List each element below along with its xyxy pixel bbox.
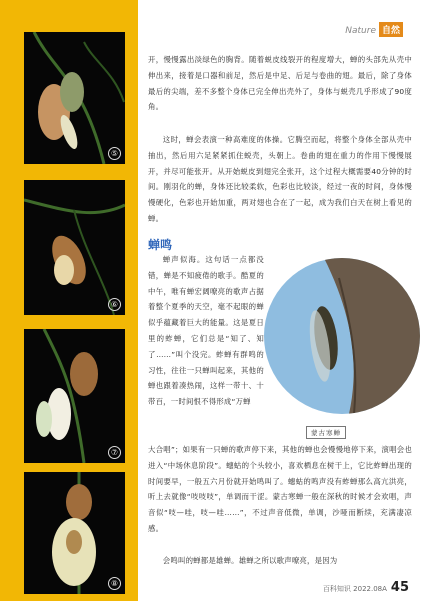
photo-number-5: ⑤ — [108, 147, 121, 160]
photo-number-7: ⑦ — [108, 446, 121, 459]
header-label: Nature — [345, 26, 376, 36]
photo-column — [14, 0, 138, 601]
paragraph-2: 这时，蝉会表演一种高难度的体操。它腾空而起，将整个身体全部从壳中抽出，然后用六足紧紧抓住蜕壳，头朝上。卷曲的翅在重力的作用下慢慢展开，并尽可能张开。从开始蜕皮到翅完全张开，这个过程大概需要40分钟的时间。刚羽化的蝉，身体还比较柔软，色彩也比较淡，经过一夜的时间，身体慢慢硬化，色彩也开始加重，两对翅也合在了一起，成为我们白天在树上看见的蝉。 — [148, 135, 412, 223]
paragraph-3a: 蝉声似海。这句话一点都没错，蝉是不知疲倦的歌手。酷夏的中午，唯有蝉宏阔嘹亮的歌声占据着整个夏季的天空，毫不起眼的蝉似乎蕴藏着巨大的能量。这是夏日里的蚱蝉，它们总是“知了、知了……”叫个没完。蚱蝉有群鸣的习性，往往一只蝉叫起来，其他的蝉也跟着凑热闹，这样一带十、十带百，一时间恨不得形成“万蝉 — [148, 255, 264, 407]
paragraph-3b: 大合唱”；如果有一只蝉的歌声停下来，其他的蝉也会慢慢地停下来，演唱会也进入“中场休息阶段”。蟪蛄的个头较小，喜欢栖息在树干上，它比蚱蝉出现的时间要早，一般五六月份就开始鸣叫了。蟪蛄的鸣声没有蚱蝉那么高亢洪亮，听上去就像“吱吱吱”，单调而干涩。蒙古寒蝉一般在深秋的时候才会欢唱，声音似“吱—哇，吱—哇……”，不过声音低微，单调，沙哑而断续，充满凄凉感。 — [148, 445, 412, 533]
header-tag: 自然 — [379, 22, 403, 37]
yellow-margin-strip — [0, 0, 14, 601]
cicada-circle-photo — [264, 258, 420, 414]
cicada-photo-5 — [24, 32, 125, 164]
section-title: 蝉鸣 — [148, 238, 173, 252]
cicada-photo-7 — [24, 329, 125, 463]
cicada-photo-6 — [24, 180, 125, 315]
journal-name: 百科知识 2022.08A — [322, 585, 387, 593]
cicada-photo-8 — [24, 472, 125, 594]
photo-caption: 蒙古寒蝉 — [306, 426, 346, 439]
photo-number-6: ⑥ — [108, 298, 121, 311]
paragraph-1: 开，慢慢露出淡绿色的胸背。随着蜕皮线裂开的程度增大，蝉的头部先从壳中伸出来，接着是口器和前足，然后是中足、后足与卷曲的翅。最后，除了身体最后的尖端，差不多整个身体已完全伸出壳外了，身体与蜕壳几乎形成了90度角。 — [148, 55, 412, 112]
paragraph-4: 会鸣叫的蝉都是雄蝉。雄蝉之所以歌声嘹亮，是因为 — [162, 556, 338, 565]
photo-number-8: ⑧ — [108, 577, 121, 590]
section-header — [345, 22, 403, 37]
page-number: 45 — [390, 580, 409, 595]
page-footer — [323, 580, 409, 595]
